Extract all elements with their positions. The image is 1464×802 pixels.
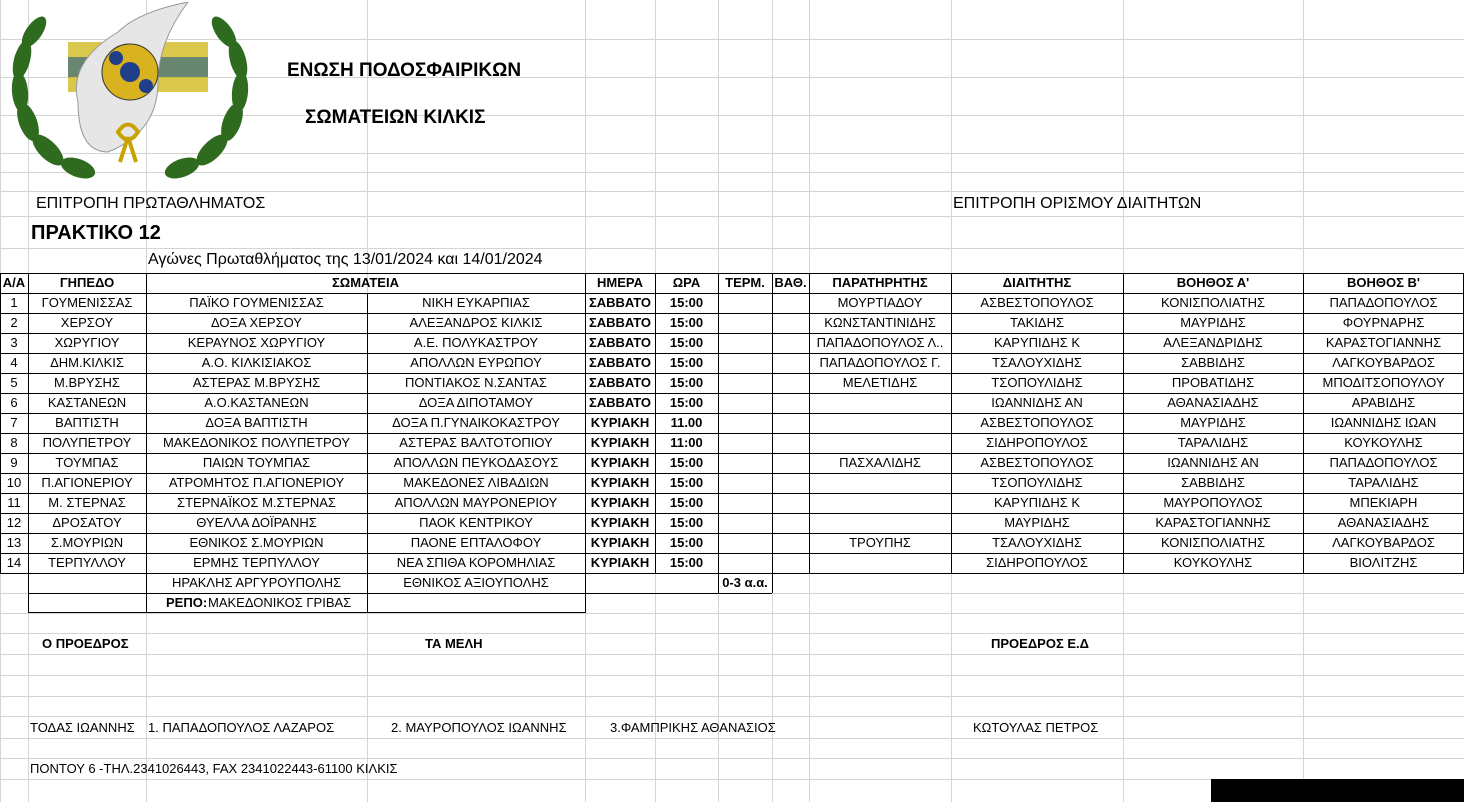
cell-observer: ΜΕΛΕΤΙΔΗΣ — [842, 375, 918, 390]
cell-time: 15:00 — [669, 295, 704, 310]
extra-match-home: ΗΡΑΚΛΗΣ ΑΡΓΥΡΟΥΠΟΛΗΣ — [171, 575, 342, 590]
cell-stadium: Σ.ΜΟΥΡΙΩΝ — [50, 535, 124, 550]
cell-aa: 2 — [10, 315, 18, 330]
cell-time: 11.00 — [670, 415, 703, 430]
committee-left: ΕΠΙΤΡΟΠΗ ΠΡΩΤΑΘΛΗΜΑΤΟΣ — [36, 195, 266, 212]
cell-assistant-b: ΒΙΟΛΙΤΖΗΣ — [1349, 555, 1418, 570]
cell-assistant-b: ΑΘΑΝΑΣΙΑΔΗΣ — [1337, 515, 1430, 530]
cell-vath — [772, 473, 809, 493]
cell-home-team: ΔΟΞΑ ΒΑΠΤΙΣΤΗ — [205, 415, 308, 430]
cell-home-team: ΜΑΚΕΔΟΝΙΚΟΣ ΠΟΛΥΠΕΤΡΟΥ — [162, 435, 351, 450]
header-day: ΗΜΕΡΑ — [597, 275, 643, 290]
cell-day: ΣΑΒΒΑΤΟ — [588, 295, 652, 310]
cell-assistant-b: ΦΟΥΡΝΑΡΗΣ — [1342, 315, 1425, 330]
cell-aa: 4 — [10, 355, 18, 370]
cell-assistant-b: ΜΠΟΔΙΤΣΟΠΟΥΛΟΥ — [1322, 375, 1445, 390]
cell-term — [718, 413, 772, 433]
cell-observer: ΠΑΠΑΔΟΠΟΥΛΟΣ Γ. — [819, 355, 941, 370]
members-label: ΤΑ ΜΕΛΗ — [425, 636, 483, 651]
cell-time: 15:00 — [669, 515, 704, 530]
cell-observer — [809, 393, 951, 413]
cell-aa: 10 — [6, 475, 22, 490]
cell-term — [718, 333, 772, 353]
cell-assistant-a: ΑΘΑΝΑΣΙΑΔΗΣ — [1167, 395, 1259, 410]
cell-day: ΚΥΡΙΑΚΗ — [590, 535, 650, 550]
cell-stadium: ΓΟΥΜΕΝΙΣΣΑΣ — [41, 295, 133, 310]
cell-stadium: ΠΟΛΥΠΕΤΡΟΥ — [42, 435, 132, 450]
cell-observer — [809, 553, 951, 573]
cell-home-team: Α.Ο.ΚΑΣΤΑΝΕΩΝ — [204, 395, 309, 410]
cell-assistant-a: ΙΩΑΝΝΙΔΗΣ ΑΝ — [1167, 455, 1259, 470]
cell-aa: 13 — [6, 535, 22, 550]
cell-aa: 3 — [10, 335, 18, 350]
cell-away-team: ΑΠΟΛΛΩΝ ΜΑΥΡΟΝΕΡΙΟΥ — [394, 495, 558, 510]
cell-stadium: ΤΕΡΠΥΛΛΟΥ — [48, 555, 126, 570]
cell-assistant-b: ΤΑΡΑΛΙΔΗΣ — [1348, 475, 1419, 490]
cell-observer — [809, 493, 951, 513]
cell-term — [718, 493, 772, 513]
cell-vath — [772, 533, 809, 553]
cell-away-team: ΠΑΟΝΕ ΕΠΤΑΛΟΦΟΥ — [410, 535, 542, 550]
cell-referee: ΚΑΡΥΠΙΔΗΣ Κ — [993, 335, 1081, 350]
extra-match-away: ΕΘΝΙΚΟΣ ΑΞΙΟΥΠΟΛΗΣ — [403, 575, 549, 590]
cell-stadium: ΧΩΡΥΓΙΟΥ — [54, 335, 120, 350]
cell-away-team: ΑΣΤΕΡΑΣ ΒΑΛΤΟΤΟΠΙΟΥ — [399, 435, 553, 450]
cell-away-team: ΝΕΑ ΣΠΙΘΑ ΚΟΡΟΜΗΛΙΑΣ — [396, 555, 556, 570]
cell-time: 15:00 — [669, 495, 704, 510]
cell-home-team: ΔΟΞΑ ΧΕΡΣΟΥ — [211, 315, 302, 330]
cell-assistant-a: ΚΟΝΙΣΠΟΛΙΑΤΗΣ — [1160, 535, 1266, 550]
cell-home-team: ΣΤΕΡΝΑΪΚΟΣ Μ.ΣΤΕΡΝΑΣ — [177, 495, 336, 510]
cell-home-team: ΕΘΝΙΚΟΣ Σ.ΜΟΥΡΙΩΝ — [189, 535, 324, 550]
cell-home-team: ΑΤΡΟΜΗΤΟΣ Π.ΑΓΙΟΝΕΡΙΟΥ — [168, 475, 345, 490]
cell-away-team: ΝΙΚΗ ΕΥΚΑΡΠΙΑΣ — [422, 295, 530, 310]
cell-aa: 9 — [10, 455, 18, 470]
cell-home-team: ΠΑΙΩΝ ΤΟΥΜΠΑΣ — [202, 455, 311, 470]
cell-vath — [772, 453, 809, 473]
cell-aa: 6 — [10, 395, 18, 410]
union-title-line1: ΕΝΩΣΗ ΠΟΔΟΣΦΑΙΡΙΚΩΝ — [287, 60, 522, 81]
cell-home-team: ΘΥΕΛΛΑ ΔΟΪΡΑΝΗΣ — [196, 515, 317, 530]
cell-referee: ΤΑΚΙΔΗΣ — [1009, 315, 1065, 330]
cell-term — [718, 393, 772, 413]
repo-label: ΡΕΠΟ: — [166, 595, 208, 610]
cell-home-team: ΑΣΤΕΡΑΣ Μ.ΒΡΥΣΗΣ — [192, 375, 321, 390]
cell-vath — [772, 393, 809, 413]
cell-assistant-a: ΤΑΡΑΛΙΔΗΣ — [1177, 435, 1249, 450]
cell-referee: ΤΣΑΛΟΥΧΙΔΗΣ — [992, 355, 1082, 370]
cell-assistant-a: ΚΟΥΚΟΥΛΗΣ — [1173, 555, 1253, 570]
cell-term — [718, 533, 772, 553]
cell-assistant-b: ΛΑΓΚΟΥΒΑΡΔΟΣ — [1332, 355, 1435, 370]
cell-term — [718, 353, 772, 373]
cell-vath — [772, 373, 809, 393]
cell-assistant-b: ΠΑΠΑΔΟΠΟΥΛΟΣ — [1329, 455, 1438, 470]
cell-term — [718, 453, 772, 473]
cell-assistant-b: ΙΩΑΝΝΙΔΗΣ ΙΩΑΝ — [1330, 415, 1437, 430]
cell-vath — [772, 553, 809, 573]
cell-observer: ΠΑΣΧΑΛΙΔΗΣ — [839, 455, 921, 470]
header-assistant-b: ΒΟΗΘΟΣ Β' — [1346, 275, 1420, 290]
member-3: 3.ΦΑΜΠΡΙΚΗΣ ΑΘΑΝΑΣΙΟΣ — [610, 720, 776, 735]
cell-assistant-b: ΑΡΑΒΙΔΗΣ — [1351, 395, 1416, 410]
cell-aa: 11 — [7, 495, 21, 510]
cell-aa: 7 — [10, 415, 18, 430]
cell-aa: 8 — [10, 435, 18, 450]
cell-away-team: ΠΟΝΤΙΑΚΟΣ Ν.ΣΑΝΤΑΣ — [405, 375, 547, 390]
cell-term — [718, 313, 772, 333]
cell-assistant-b: ΛΑΓΚΟΥΒΑΡΔΟΣ — [1332, 535, 1435, 550]
member-1: 1. ΠΑΠΑΔΟΠΟΥΛΟΣ ΛΑΖΑΡΟΣ — [148, 720, 335, 735]
cell-home-team: ΚΕΡΑΥΝΟΣ ΧΩΡΥΓΙΟΥ — [187, 335, 326, 350]
cell-referee: ΣΙΔΗΡΟΠΟΥΛΟΣ — [986, 555, 1088, 570]
ed-president-label: ΠΡΟΕΔΡΟΣ Ε.Δ — [991, 636, 1090, 651]
cell-time: 15:00 — [669, 535, 704, 550]
cell-away-team: ΑΠΟΛΛΩΝ ΕΥΡΩΠΟΥ — [410, 355, 542, 370]
cell-observer — [809, 513, 951, 533]
cell-referee: ΙΩΑΝΝΙΔΗΣ ΑΝ — [991, 395, 1083, 410]
cell-time: 11:00 — [670, 435, 703, 450]
cell-observer: ΠΑΠΑΔΟΠΟΥΛΟΣ Λ.. — [816, 335, 944, 350]
cell-home-team: Α.Ο. ΚΙΛΚΙΣΙΑΚΟΣ — [201, 355, 312, 370]
cell-time: 15:00 — [669, 375, 704, 390]
cell-time: 15:00 — [669, 315, 704, 330]
cell-vath — [772, 333, 809, 353]
cell-stadium: ΤΟΥΜΠΑΣ — [55, 455, 119, 470]
cell-aa: 5 — [10, 375, 18, 390]
cell-day: ΚΥΡΙΑΚΗ — [590, 435, 650, 450]
cell-term — [718, 473, 772, 493]
cell-away-team: ΔΟΞΑ ΔΙΠΟΤΑΜΟΥ — [418, 395, 534, 410]
cell-assistant-b: ΜΠΕΚΙΑΡΗ — [1349, 495, 1418, 510]
cell-time: 15:00 — [669, 455, 704, 470]
cell-away-team: ΑΛΕΞΑΝΔΡΟΣ ΚΙΛΚΙΣ — [409, 315, 543, 330]
header-assistant-a: ΒΟΗΘΟΣ Α' — [1176, 275, 1250, 290]
ed-president-name: ΚΩΤΟΥΛΑΣ ΠΕΤΡΟΣ — [973, 720, 1099, 735]
cell-referee: ΑΣΒΕΣΤΟΠΟΥΛΟΣ — [980, 295, 1094, 310]
cell-time: 15:00 — [669, 355, 704, 370]
union-logo-icon — [8, 2, 252, 190]
cell-home-team: ΠΑΪΚΟ ΓΟΥΜΕΝΙΣΣΑΣ — [189, 295, 324, 310]
cell-home-team: ΕΡΜΗΣ ΤΕΡΠΥΛΛΟΥ — [193, 555, 320, 570]
cell-day: ΣΑΒΒΑΤΟ — [588, 375, 652, 390]
cell-day: ΣΑΒΒΑΤΟ — [588, 355, 652, 370]
cell-vath — [772, 493, 809, 513]
cell-stadium: ΒΑΠΤΙΣΤΗ — [55, 415, 119, 430]
praktiko-title: ΠΡΑΚΤΙΚΟ 12 — [31, 222, 161, 244]
cell-away-team: ΔΟΞΑ Π.ΓΥΝΑΙΚΟΚΑΣΤΡΟΥ — [392, 415, 560, 430]
cell-term — [718, 293, 772, 313]
cell-assistant-b: ΚΑΡΑΣΤΟΓΙΑΝΝΗΣ — [1325, 335, 1442, 350]
cell-away-team: ΜΑΚΕΔΟΝΕΣ ΛΙΒΑΔΙΩΝ — [403, 475, 549, 490]
committee-right: ΕΠΙΤΡΟΠΗ ΟΡΙΣΜΟΥ ΔΙΑΙΤΗΤΩΝ — [953, 195, 1202, 212]
cell-assistant-a: ΜΑΥΡΙΔΗΣ — [1180, 315, 1246, 330]
president-label: Ο ΠΡΟΕΔΡΟΣ — [42, 636, 129, 651]
cell-referee: ΣΙΔΗΡΟΠΟΥΛΟΣ — [986, 435, 1088, 450]
cell-vath — [772, 293, 809, 313]
cell-observer: ΚΩΝΣΤΑΝΤΙΝΙΔΗΣ — [824, 315, 936, 330]
footer-address: ΠΟΝΤΟΥ 6 -ΤΗΛ.2341026443, FAX 2341022443-61100 ΚΙΛΚΙΣ — [30, 761, 398, 776]
cell-vath — [772, 513, 809, 533]
cell-stadium: ΧΕΡΣΟΥ — [60, 315, 114, 330]
cell-stadium: ΔΗΜ.ΚΙΛΚΙΣ — [50, 355, 124, 370]
cell-time: 15:00 — [669, 555, 704, 570]
cell-observer: ΤΡΟΥΠΗΣ — [849, 535, 911, 550]
cell-referee: ΑΣΒΕΣΤΟΠΟΥΛΟΣ — [980, 455, 1094, 470]
black-bar — [1211, 779, 1464, 802]
cell-aa: 12 — [6, 515, 22, 530]
cell-referee: ΤΣΑΛΟΥΧΙΔΗΣ — [992, 535, 1082, 550]
cell-term — [718, 513, 772, 533]
cell-day: ΚΥΡΙΑΚΗ — [590, 555, 650, 570]
header-time: ΩΡΑ — [672, 275, 701, 290]
cell-time: 15:00 — [669, 395, 704, 410]
cell-time: 15:00 — [669, 335, 704, 350]
union-title-line2: ΣΩΜΑΤΕΙΩΝ ΚΙΛΚΙΣ — [305, 107, 486, 128]
cell-term — [718, 553, 772, 573]
cell-stadium: Μ.ΒΡΥΣΗΣ — [54, 375, 120, 390]
cell-observer — [809, 433, 951, 453]
president-name: ΤΟΔΑΣ ΙΩΑΝΝΗΣ — [30, 720, 135, 735]
cell-day: ΚΥΡΙΑΚΗ — [590, 495, 650, 510]
cell-stadium: ΔΡΟΣΑΤΟΥ — [52, 515, 122, 530]
cell-referee: ΚΑΡΥΠΙΔΗΣ Κ — [993, 495, 1081, 510]
cell-term — [718, 373, 772, 393]
cell-referee: ΑΣΒΕΣΤΟΠΟΥΛΟΣ — [980, 415, 1094, 430]
cell-stadium: Μ. ΣΤΕΡΝΑΣ — [48, 495, 126, 510]
cell-time: 15:00 — [669, 475, 704, 490]
cell-assistant-b: ΚΟΥΚΟΥΛΗΣ — [1344, 435, 1423, 450]
cell-assistant-a: ΣΑΒΒΙΔΗΣ — [1181, 355, 1245, 370]
cell-assistant-a: ΣΑΒΒΙΔΗΣ — [1181, 475, 1245, 490]
cell-away-team: ΠΑΟΚ ΚΕΝΤΡΙΚΟΥ — [419, 515, 533, 530]
subtitle: Αγώνες Πρωταθλήματος της 13/01/2024 και 14/01/2024 — [148, 251, 543, 268]
cell-day: ΣΑΒΒΑΤΟ — [588, 335, 652, 350]
cell-day: ΣΑΒΒΑΤΟ — [588, 315, 652, 330]
cell-vath — [772, 433, 809, 453]
cell-referee: ΤΣΟΠΟΥΛΙΔΗΣ — [991, 375, 1083, 390]
cell-assistant-a: ΚΑΡΑΣΤΟΓΙΑΝΝΗΣ — [1155, 515, 1271, 530]
cell-vath — [772, 353, 809, 373]
cell-referee: ΤΣΟΠΟΥΛΙΔΗΣ — [991, 475, 1083, 490]
cell-assistant-a: ΑΛΕΞΑΝΔΡΙΔΗΣ — [1163, 335, 1263, 350]
header-teams: ΣΩΜΑΤΕΙΑ — [332, 275, 399, 290]
cell-stadium: ΚΑΣΤΑΝΕΩΝ — [47, 395, 127, 410]
header-term: ΤΕΡΜ. — [725, 275, 765, 290]
cell-assistant-b: ΠΑΠΑΔΟΠΟΥΛΟΣ — [1329, 295, 1438, 310]
header-observer: ΠΑΡΑΤΗΡΗΤΗΣ — [832, 275, 928, 290]
cell-day: ΚΥΡΙΑΚΗ — [590, 455, 650, 470]
extra-match-term: 0-3 α.α. — [722, 575, 768, 590]
cell-assistant-a: ΜΑΥΡΟΠΟΥΛΟΣ — [1163, 495, 1263, 510]
cell-observer: ΜΟΥΡΤΙΑΔΟΥ — [837, 295, 923, 310]
cell-observer — [809, 413, 951, 433]
cell-observer — [809, 473, 951, 493]
cell-assistant-a: ΚΟΝΙΣΠΟΛΙΑΤΗΣ — [1160, 295, 1266, 310]
cell-day: ΚΥΡΙΑΚΗ — [590, 475, 650, 490]
header-stadium: ΓΗΠΕΔΟ — [59, 275, 115, 290]
cell-assistant-a: ΠΡΟΒΑΤΙΔΗΣ — [1171, 375, 1255, 390]
cell-term — [718, 433, 772, 453]
cell-aa: 1 — [10, 295, 18, 310]
cell-day: ΣΑΒΒΑΤΟ — [588, 395, 652, 410]
header-aa: Α/Α — [2, 275, 26, 290]
cell-day: ΚΥΡΙΑΚΗ — [590, 415, 650, 430]
cell-away-team: ΑΠΟΛΛΩΝ ΠΕΥΚΟΔΑΣΟΥΣ — [393, 455, 559, 470]
header-referee: ΔΙΑΙΤΗΤΗΣ — [1002, 275, 1072, 290]
cell-referee: ΜΑΥΡΙΔΗΣ — [1004, 515, 1070, 530]
cell-away-team: Α.Ε. ΠΟΛΥΚΑΣΤΡΟΥ — [413, 335, 539, 350]
header-vath: ΒΑΘ. — [774, 275, 807, 290]
repo-team: ΜΑΚΕΔΟΝΙΚΟΣ ΓΡΙΒΑΣ — [208, 595, 352, 610]
cell-vath — [772, 313, 809, 333]
cell-day: ΚΥΡΙΑΚΗ — [590, 515, 650, 530]
member-2: 2. ΜΑΥΡΟΠΟΥΛΟΣ ΙΩΑΝΝΗΣ — [391, 720, 567, 735]
cell-assistant-a: ΜΑΥΡΙΔΗΣ — [1180, 415, 1246, 430]
cell-stadium: Π.ΑΓΙΟΝΕΡΙΟΥ — [41, 475, 133, 490]
cell-vath — [772, 413, 809, 433]
cell-aa: 14 — [6, 555, 22, 570]
